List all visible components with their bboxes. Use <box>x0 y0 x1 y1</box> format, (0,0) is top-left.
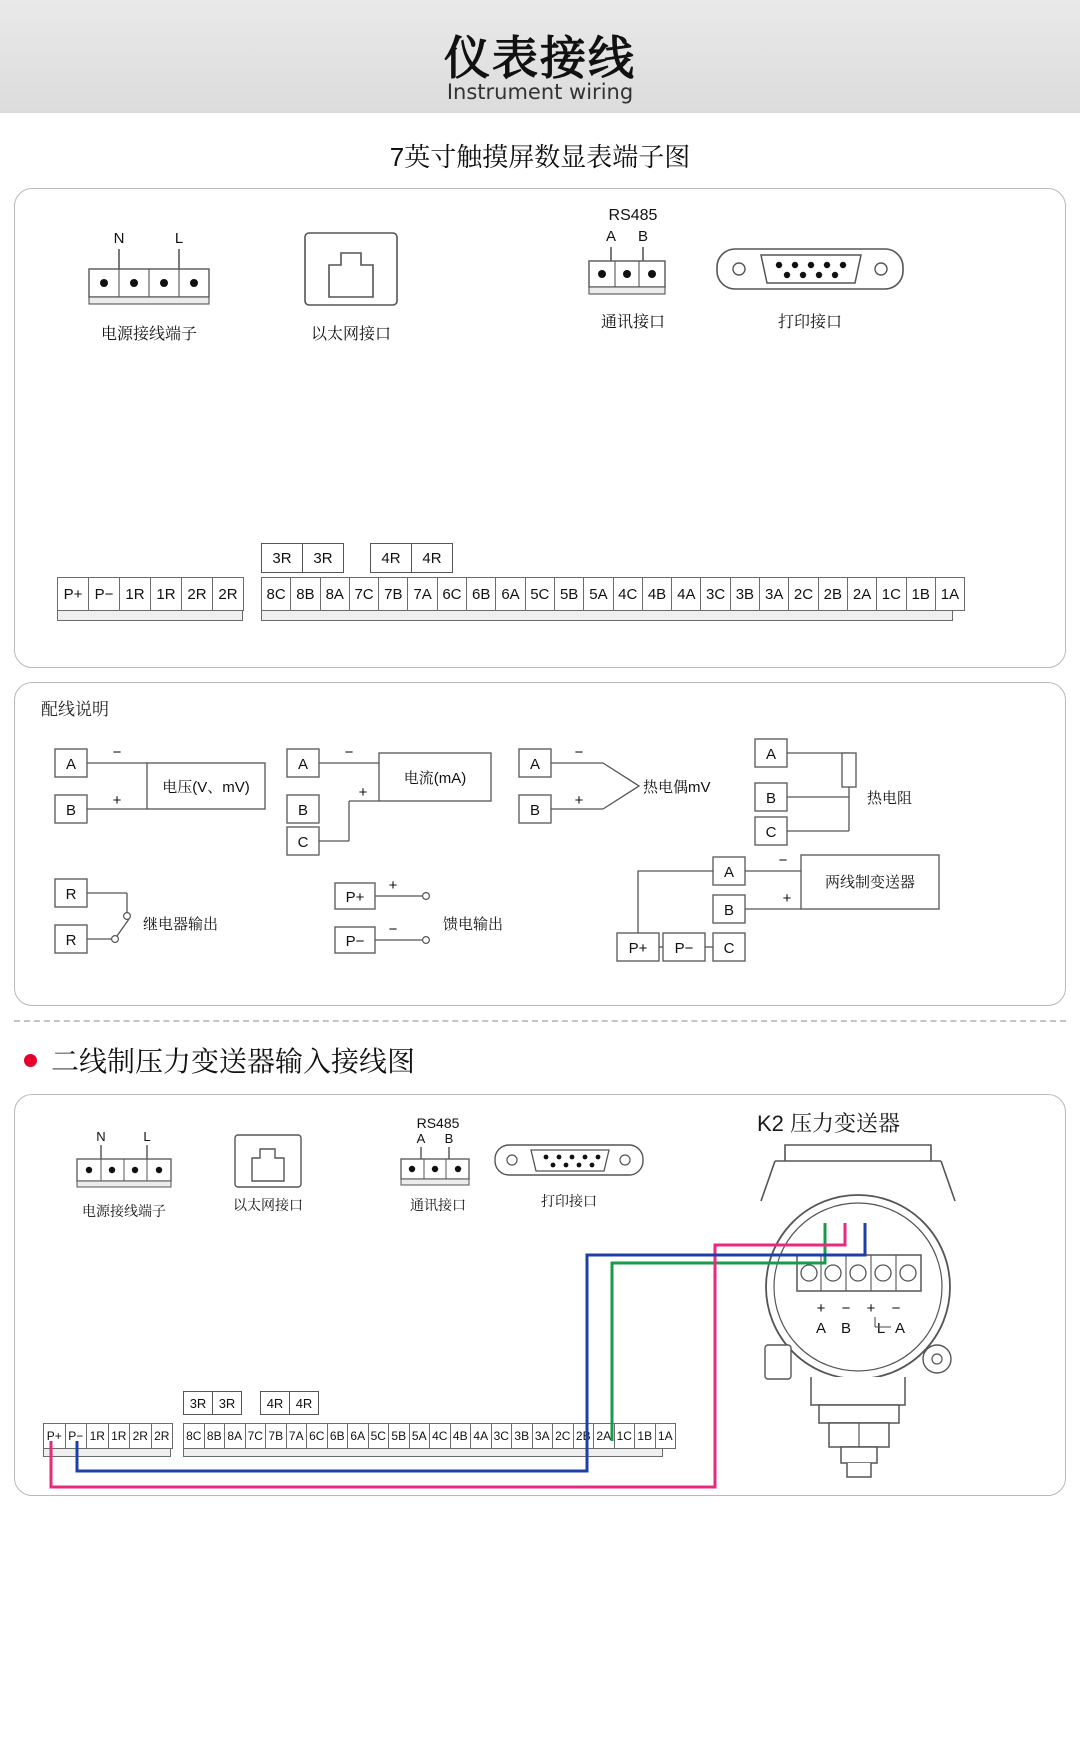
terminal-cell: 3A <box>760 578 789 610</box>
terminal-cell: 8B <box>205 1424 226 1448</box>
loop-terminal-pminus: P− <box>345 933 365 950</box>
power-terminal-label: 电源接线端子 <box>100 326 197 343</box>
power-pin-l: L <box>174 230 184 247</box>
rtd-terminal-a: A <box>765 746 777 763</box>
terminal-cell: 6A <box>496 578 525 610</box>
terminal-cell: 4C <box>614 578 643 610</box>
current-wiring-group <box>283 739 513 859</box>
page-title-en: Instrument wiring <box>446 80 634 104</box>
page-title-cn: 仪表接线 <box>444 32 636 84</box>
terminal-cell: 3C <box>701 578 730 610</box>
terminal-cell: 1R <box>87 1424 109 1448</box>
db9-group <box>715 241 905 332</box>
twt-terminal-pplus: P+ <box>628 940 648 957</box>
tc-sign-minus: − <box>574 744 584 761</box>
twt-terminal-a: A <box>723 864 735 881</box>
twt-sign-plus: + <box>782 890 792 907</box>
loop-device-label: 馈电输出 <box>443 916 504 933</box>
s3-db9-label: 打印接口 <box>541 1193 597 1209</box>
twt-terminal-c: C <box>723 940 735 957</box>
wiring-explain-title: 配线说明 <box>41 700 109 719</box>
terminal-cell: 2B <box>819 578 848 610</box>
bullet-icon <box>24 1054 37 1067</box>
terminal-cell: 3C <box>492 1424 513 1448</box>
voltage-device-label: 电压(V、mV) <box>162 779 250 796</box>
terminal-cell: 7A <box>408 578 437 610</box>
db9-label: 打印接口 <box>777 314 842 331</box>
power-pin-n: N <box>113 230 125 247</box>
rs485-title: RS485 <box>608 207 658 224</box>
terminal-cell: 3A <box>533 1424 554 1448</box>
terminal-cell: 7C <box>246 1424 267 1448</box>
section-divider <box>14 1020 1066 1022</box>
rtd-terminal-c: C <box>765 824 777 841</box>
twt2-label-a: A <box>815 1320 827 1337</box>
twt-terminal-pminus: P− <box>674 940 694 957</box>
voltage-wiring-group <box>51 739 281 849</box>
terminal-cell: 1C <box>615 1424 636 1448</box>
tc-terminal-b: B <box>529 802 541 819</box>
pressure-transmitter-panel <box>14 1094 1066 1496</box>
current-terminal-b: B <box>297 802 309 819</box>
terminal-cell: 7A <box>287 1424 308 1448</box>
terminal-cell: 4B <box>643 578 672 610</box>
terminal-cell: 7B <box>379 578 408 610</box>
terminal-cell: 5A <box>410 1424 431 1448</box>
power-strip-cells <box>57 577 244 611</box>
section3-title: 二线制压力变送器输入接线图 <box>51 1046 416 1077</box>
terminal-cell: 2C <box>789 578 818 610</box>
terminal-cell: P− <box>89 578 120 610</box>
terminal-cell: P+ <box>44 1424 66 1448</box>
terminal-cell: 6B <box>328 1424 349 1448</box>
voltage-sign-minus: − <box>112 744 122 761</box>
s3-ethernet-label: 以太网接口 <box>233 1197 303 1213</box>
signal-terminal-strip <box>261 577 965 621</box>
terminal-cell: 8A <box>321 578 350 610</box>
rs485-pin-b: B <box>637 228 649 245</box>
page-header <box>0 0 1080 113</box>
twt-device-label: 两线制变送器 <box>824 874 916 891</box>
relay-terminal-box: 4R <box>289 1391 319 1415</box>
relay-terminal-r2: R <box>65 932 77 949</box>
terminal-cell: 3B <box>512 1424 533 1448</box>
terminal-cell: 1R <box>151 578 182 610</box>
current-terminal-c: C <box>297 834 309 851</box>
terminal-cell: 2R <box>182 578 213 610</box>
terminal-cell: 4A <box>471 1424 492 1448</box>
signal-strip-cells <box>261 577 965 611</box>
terminal-cell: 6C <box>438 578 467 610</box>
twt2-sign-3: + <box>866 1300 876 1317</box>
voltage-terminal-a: A <box>65 756 77 773</box>
s3-rs485-pin-b: B <box>444 1131 454 1146</box>
current-device-label: 电流(mA) <box>403 770 467 787</box>
two-wire-transmitter-group <box>615 851 945 977</box>
relay-terminal-box: 3R <box>183 1391 212 1415</box>
terminal-cell: 5B <box>389 1424 410 1448</box>
tc-sign-plus: + <box>574 792 584 809</box>
rtd-device-label: 热电阻 <box>867 790 913 807</box>
ethernet-jack-icon <box>303 231 403 315</box>
terminal-cell: 6C <box>307 1424 328 1448</box>
terminal-cell: 5C <box>526 578 555 610</box>
terminal-cell: 8C <box>184 1424 205 1448</box>
tc-terminal-a: A <box>529 756 541 773</box>
relay-terminal-box: 4R <box>411 543 453 573</box>
terminal-cell: 2B <box>574 1424 595 1448</box>
power-terminal-strip <box>57 577 244 621</box>
twt2-label-b: B <box>840 1320 852 1337</box>
terminal-cell: 1A <box>936 578 964 610</box>
s3-power-pin-l: L <box>143 1129 151 1144</box>
twt-terminal-b: B <box>723 902 735 919</box>
terminal-cell: P+ <box>58 578 89 610</box>
terminal-cell: 1A <box>656 1424 676 1448</box>
relay-terminal-box: 3R <box>212 1391 242 1415</box>
terminal-cell: 2R <box>152 1424 173 1448</box>
thermocouple-wiring-group <box>515 739 715 849</box>
loop-power-group <box>331 877 561 967</box>
wiring-explain-panel <box>14 682 1066 1006</box>
terminal-diagram-panel <box>14 188 1066 668</box>
terminal-cell: 2R <box>213 578 243 610</box>
loop-sign-plus: + <box>388 877 398 894</box>
current-terminal-a: A <box>297 756 309 773</box>
twt2-label-l: L <box>876 1320 886 1337</box>
terminal-cell: 2C <box>553 1424 574 1448</box>
s3-rs485-pin-a: A <box>416 1131 426 1146</box>
twt2-label-a2: A <box>894 1320 906 1337</box>
s3-power-pin-n: N <box>96 1129 106 1144</box>
loop-terminal-pplus: P+ <box>345 889 365 906</box>
s3-power-label: 电源接线端子 <box>82 1203 166 1219</box>
ethernet-label: 以太网接口 <box>310 326 391 343</box>
terminal-cell: 3B <box>731 578 760 610</box>
terminal-cell: 8B <box>291 578 320 610</box>
terminal-cell: 8A <box>225 1424 246 1448</box>
relay-device-label: 继电器输出 <box>143 916 219 933</box>
terminal-cell: 7B <box>266 1424 287 1448</box>
loop-sign-minus: − <box>388 921 398 938</box>
transmitter-title: K2 压力变送器 <box>757 1111 901 1136</box>
rs485-label: 通讯接口 <box>600 314 665 331</box>
section1-title: 7英寸触摸屏数显表端子图 <box>389 142 691 172</box>
relay-output-group <box>51 873 281 963</box>
s3-rs485-title: RS485 <box>416 1115 460 1131</box>
terminal-cell: 5A <box>584 578 613 610</box>
relay-terminal-box: 3R <box>261 543 302 573</box>
terminal-cell: 7C <box>350 578 379 610</box>
terminal-cell: 5C <box>369 1424 390 1448</box>
rtd-wiring-group <box>751 733 971 853</box>
current-sign-minus: − <box>344 744 354 761</box>
rs485-terminal-group <box>581 207 685 332</box>
terminal-cell: 8C <box>262 578 291 610</box>
terminal-cell: 6B <box>467 578 496 610</box>
terminal-cell: 6A <box>348 1424 369 1448</box>
relay-terminal-box: 4R <box>370 543 411 573</box>
twt2-sign-1: + <box>816 1300 826 1317</box>
relay-terminal-box: 3R <box>302 543 344 573</box>
section3-heading <box>0 1040 1080 1080</box>
ethernet-jack-group <box>303 231 403 344</box>
relay-terminal-r1: R <box>65 886 77 903</box>
rtd-terminal-b: B <box>765 790 777 807</box>
voltage-terminal-b: B <box>65 802 77 819</box>
terminal-cell: 2A <box>594 1424 615 1448</box>
current-sign-plus: + <box>358 784 368 801</box>
wiring-overlay <box>15 1095 1066 1495</box>
power-strip-rail <box>57 611 243 621</box>
twt-sign-minus: − <box>778 852 788 869</box>
terminal-cell: 1B <box>635 1424 656 1448</box>
relay-terminal-box: 4R <box>260 1391 289 1415</box>
power-terminal-group <box>87 225 287 344</box>
twt2-sign-2: − <box>841 1300 851 1317</box>
terminal-cell: 4B <box>451 1424 472 1448</box>
terminal-cell: 1C <box>877 578 906 610</box>
signal-strip-rail <box>261 611 953 621</box>
terminal-cell: 4C <box>430 1424 451 1448</box>
relay-top-row <box>261 543 453 573</box>
rs485-pin-a: A <box>605 228 617 245</box>
terminal-cell: 2R <box>130 1424 152 1448</box>
terminal-cell: P− <box>66 1424 88 1448</box>
db9-connector-icon <box>715 241 905 299</box>
terminal-cell: 2A <box>848 578 877 610</box>
s3-rs485-label: 通讯接口 <box>410 1197 466 1213</box>
terminal-cell: 4A <box>672 578 701 610</box>
twt2-sign-4: − <box>891 1300 901 1317</box>
voltage-sign-plus: + <box>112 792 122 809</box>
tc-device-label: 热电偶mV <box>643 779 711 796</box>
terminal-cell: 5B <box>555 578 584 610</box>
terminal-cell: 1B <box>907 578 936 610</box>
terminal-cell: 1R <box>109 1424 131 1448</box>
terminal-cell: 1R <box>120 578 151 610</box>
